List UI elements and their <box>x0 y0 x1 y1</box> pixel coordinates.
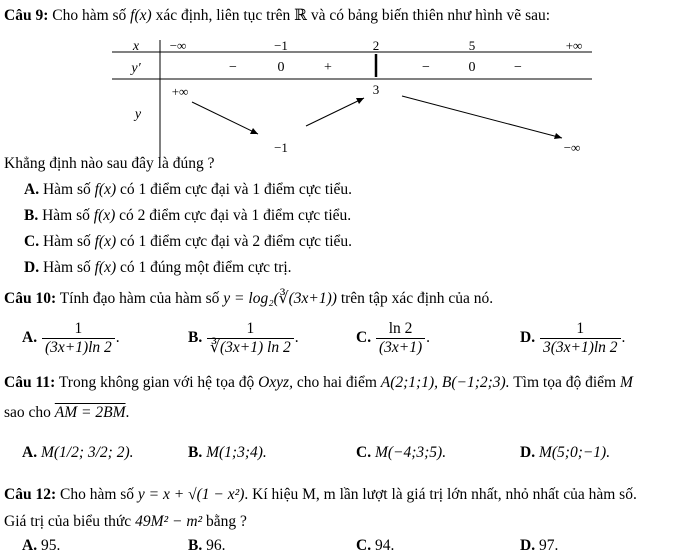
table-sign: 0 <box>277 60 285 75</box>
q9-stem <box>4 6 550 25</box>
q12-stem-line2: Giá trị của biểu thức 49M² − m² bằng ? <box>4 513 247 530</box>
table-sign: + <box>324 60 332 75</box>
q10-option-c: C. $\frac{\ln 2}{(3x+1)}$ . <box>356 320 430 356</box>
table-y-value: −∞ <box>563 140 581 155</box>
q11-option-b: B. M(1;3;4). <box>188 444 267 461</box>
q10-label: Câu 10: <box>4 290 57 307</box>
q10-function: y = log₂(∛(3x+1)) <box>223 290 337 307</box>
q11-label: Câu 11: <box>4 374 56 391</box>
fraction: $\frac{1}{(3x+1)\ln 2}$ <box>42 320 115 357</box>
fraction: $\frac{1}{3(3x+1)\ln 2}$ <box>540 320 621 357</box>
table-x-value: −1 <box>274 38 288 53</box>
table-sign: 0 <box>468 60 476 75</box>
table-y-value: −1 <box>274 140 288 155</box>
q12-option-d: D. 97. <box>520 537 559 554</box>
table-sign: − <box>514 60 522 75</box>
table-x-value: +∞ <box>565 38 583 53</box>
q12-option-a: A. 95. <box>22 537 61 554</box>
q10-option-a: A. $\frac{1}{(3x+1)\ln 2}$ . <box>22 320 120 356</box>
q9-option-c: C. Hàm số f(x) có 1 điểm cực đại và 2 điểm cực tiểu. <box>24 233 353 250</box>
table-sign: − <box>422 60 430 75</box>
q10-option-d: D. $\frac{1}{3(3x+1)\ln 2}$ . <box>520 320 626 356</box>
table-x-value: −∞ <box>169 38 187 53</box>
q12-option-c: C. 94. <box>356 537 395 554</box>
q11-option-c: C. M(−4;3;5). <box>356 444 447 461</box>
q12-function: y = x + √(1 − x²) <box>137 486 245 503</box>
q9-f: f(x) <box>130 7 152 24</box>
q10-stem: Câu 10: Tính đạo hàm của hàm số y = log₂(∛(3x+1)) trên tập xác định của nó. <box>4 290 494 307</box>
q9-option-a: A. Hàm số f(x) có 1 điểm cực đại và 1 điểm cực tiểu. <box>24 181 353 198</box>
table-x-value: 2 <box>372 38 380 53</box>
q11-option-d: D. M(5;0;−1). <box>520 444 611 461</box>
table-sign: − <box>229 60 237 75</box>
q9-stem-a: Cho hàm số <box>52 7 127 24</box>
q9-label: Câu 9: <box>4 7 49 24</box>
q11-points: A(2;1;1), B(−1;2;3). <box>380 374 510 391</box>
table-arrow-up <box>306 98 364 126</box>
fraction: $\frac{1}{∛(3x+1) \ln 2}$ <box>207 320 294 357</box>
q10-option-b: B. $\frac{1}{∛(3x+1) \ln 2}$ . <box>188 320 299 356</box>
q12-stem: Câu 12: Cho hàm số y = x + √(1 − x²). Kí hiệu M, m lần lượt là giá trị lớn nhất, nhỏ nhất của hàm số. <box>4 486 637 503</box>
q9-stem-b: xác định, liên tục trên ℝ và có bảng biến thiên như hình vẽ sau: <box>155 7 551 24</box>
table-arrow-down <box>192 102 258 134</box>
q11-stem: Câu 11: Trong không gian với hệ tọa độ Oxyz, cho hai điểm A(2;1;1), B(−1;2;3). Tìm tọa độ điểm M <box>4 374 633 391</box>
arrowhead <box>554 133 562 139</box>
q11-stem-line2: sao cho AM = 2BM. <box>4 404 130 421</box>
table-yp-label: y′ <box>131 61 141 76</box>
fraction: $\frac{\ln 2}{(3x+1)}$ <box>376 320 425 357</box>
q11-option-a: A. M(1/2; 3/2; 2). <box>22 444 134 461</box>
table-y-label: y <box>134 107 142 122</box>
q12-option-b: B. 96. <box>188 537 226 554</box>
q9-question: Khẳng định nào sau đây là đúng ? <box>4 155 215 172</box>
table-arrow-down <box>402 96 562 138</box>
q11-vector-equation: AM = 2BM <box>54 404 126 421</box>
table-x-label: x <box>132 39 140 54</box>
table-x-value: 5 <box>468 38 476 53</box>
q9-option-d: D. Hàm số f(x) có 1 đúng một điểm cực trị. <box>24 259 292 276</box>
table-y-value: 3 <box>372 82 380 97</box>
table-y-value: +∞ <box>171 84 189 99</box>
q12-label: Câu 12: <box>4 486 57 503</box>
q9-option-b: B. Hàm số f(x) có 2 điểm cực đại và 1 điểm cực tiểu. <box>24 207 352 224</box>
q12-expression: 49M² − m² <box>135 513 203 530</box>
variation-table <box>0 36 700 166</box>
